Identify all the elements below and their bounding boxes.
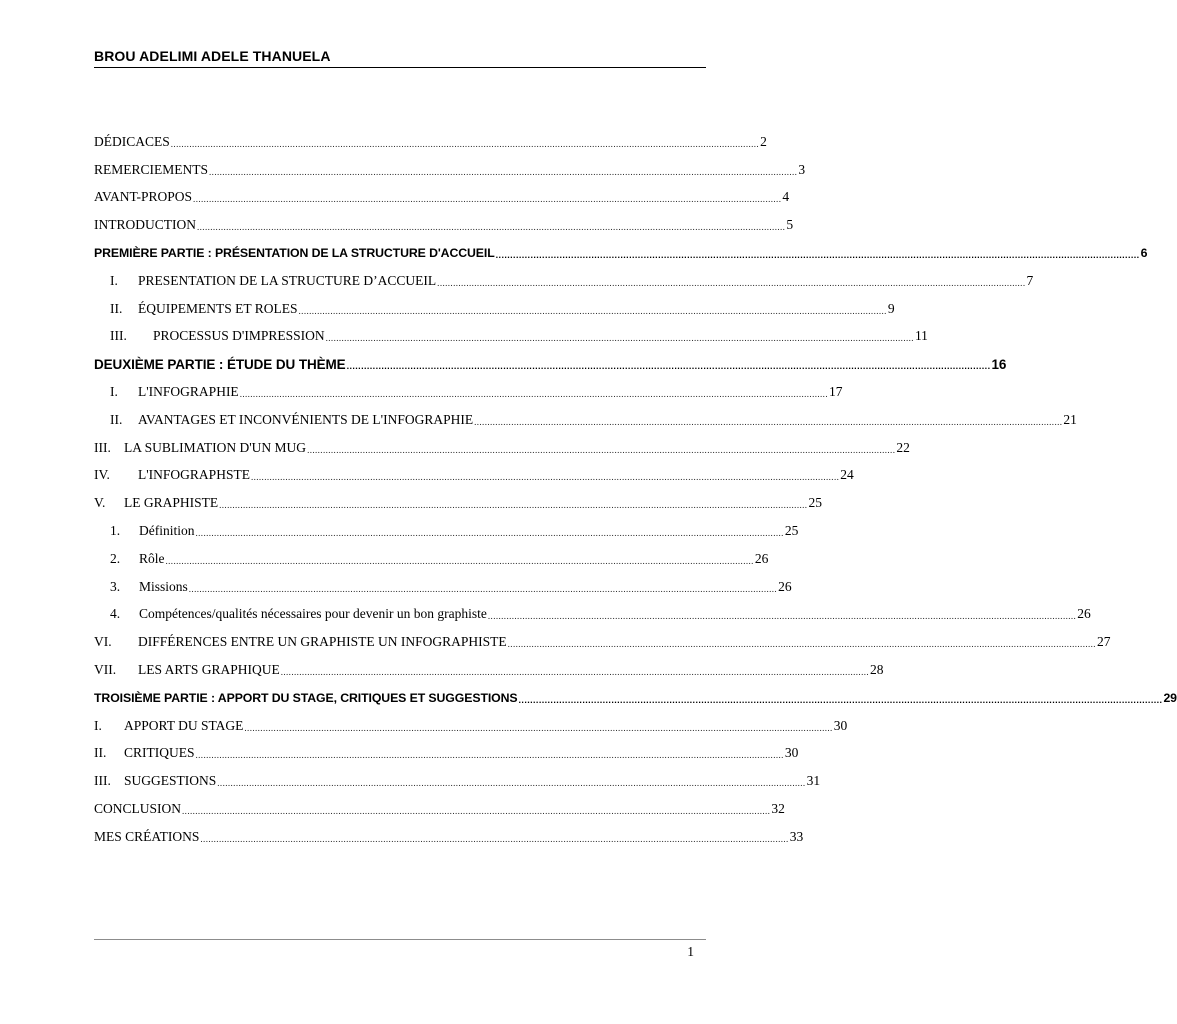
dot-leader: .............................................................................................................................................................................................................................. — [298, 305, 887, 316]
toc-entry-page: 29 — [1163, 690, 1177, 705]
dot-leader: .............................................................................................................................................................................................................................. — [170, 138, 760, 149]
toc-entry-page: 16 — [991, 356, 1007, 372]
toc-entry-number: I. — [110, 384, 118, 400]
toc-entry-number: III. — [94, 439, 111, 455]
toc-entry-label: CONCLUSION — [94, 801, 182, 817]
toc-entry-avantages-inconvenients[interactable] — [94, 406, 1077, 434]
toc-entry-page: 6 — [1140, 246, 1148, 261]
toc-entry-processus-impression[interactable] — [94, 323, 928, 351]
toc-entry-competences[interactable] — [94, 601, 1091, 629]
toc-entry-page: 9 — [887, 300, 895, 316]
dot-leader: .............................................................................................................................................................................................................................. — [193, 194, 782, 205]
toc-entry-differences[interactable] — [94, 628, 1111, 656]
toc-entry-page: 25 — [784, 523, 799, 539]
dot-leader: .............................................................................................................................................................................................................................. — [346, 361, 991, 372]
toc-entry-page: 2 — [760, 133, 767, 149]
toc-entry-troisieme-partie[interactable] — [94, 684, 1177, 712]
toc-entry-page: 31 — [806, 773, 821, 789]
dot-leader: .............................................................................................................................................................................................................................. — [437, 277, 1026, 288]
toc-entry-label: Compétences/qualités nécessaires pour devenir un bon graphiste — [139, 606, 487, 622]
dot-leader: .............................................................................................................................................................................................................................. — [195, 527, 784, 538]
toc-entry-label: PRESENTATION DE LA STRUCTURE D’ACCUEIL — [138, 272, 437, 288]
toc-entry-number: I. — [94, 717, 102, 733]
toc-entry-page: 32 — [771, 801, 785, 817]
toc-entry-mes-creations[interactable] — [94, 823, 804, 851]
toc-entry-label: ÉQUIPEMENTS ET ROLES — [138, 300, 298, 316]
toc-entry-page: 22 — [896, 439, 910, 455]
dot-leader: .............................................................................................................................................................................................................................. — [474, 416, 1063, 427]
toc-entry-label: CRITIQUES — [124, 745, 195, 761]
toc-entry-number: II. — [94, 745, 107, 761]
toc-entry-label: PROCESSUS D'IMPRESSION — [153, 328, 325, 344]
toc-entry-label: APPORT DU STAGE — [124, 717, 244, 733]
toc-entry-number: 2. — [110, 550, 121, 566]
toc-entry-page: 3 — [798, 161, 806, 177]
toc-entry-label: Missions — [139, 578, 188, 594]
toc-entry-number: 3. — [110, 578, 121, 594]
toc-entry-presentation-structure[interactable] — [94, 267, 1034, 295]
toc-entry-page: 11 — [914, 328, 928, 344]
dot-leader: .............................................................................................................................................................................................................................. — [507, 639, 1096, 650]
toc-entry-number: IV. — [94, 467, 110, 483]
toc-entry-page: 33 — [789, 828, 804, 844]
toc-entry-avant-propos[interactable] — [94, 184, 790, 212]
toc-entry-number: 4. — [110, 606, 121, 622]
toc-entry-label: AVANT-PROPOS — [94, 189, 193, 205]
dot-leader: .............................................................................................................................................................................................................................. — [219, 500, 808, 511]
toc-entry-definition[interactable] — [94, 517, 799, 545]
toc-entry-number: III. — [110, 328, 127, 344]
dot-leader: .............................................................................................................................................................................................................................. — [182, 805, 771, 816]
toc-entry-premiere-partie[interactable] — [94, 239, 1148, 267]
toc-entry-page: 26 — [1077, 606, 1091, 622]
dot-leader: .............................................................................................................................................................................................................................. — [209, 166, 798, 177]
dot-leader: .............................................................................................................................................................................................................................. — [165, 555, 754, 566]
toc-entry-label: AVANTAGES ET INCONVÉNIENTS DE L'INFOGRAPHIE — [138, 411, 474, 427]
toc-entry-label: DÉDICACES — [94, 133, 170, 149]
toc-entry-label: Rôle — [139, 550, 165, 566]
toc-entry-page: 28 — [870, 662, 884, 678]
toc-entry-number: VI. — [94, 634, 112, 650]
toc-entry-page: 7 — [1026, 272, 1034, 288]
toc-entry-page: 26 — [754, 550, 769, 566]
table-of-contents — [94, 128, 1177, 851]
toc-entry-page: 21 — [1063, 411, 1077, 427]
page-number: 1 — [687, 944, 694, 959]
toc-entry-equipements-roles[interactable] — [94, 295, 895, 323]
toc-entry-role[interactable] — [94, 545, 769, 573]
toc-entry-page: 30 — [784, 745, 799, 761]
dot-leader: .............................................................................................................................................................................................................................. — [239, 388, 828, 399]
author-name: BROU ADELIMI ADELE THANUELA — [94, 48, 331, 64]
page-footer — [94, 939, 706, 959]
toc-entry-number: II. — [110, 411, 123, 427]
dot-leader: .............................................................................................................................................................................................................................. — [244, 722, 833, 733]
toc-entry-critiques[interactable] — [94, 740, 799, 768]
toc-entry-label: PREMIÈRE PARTIE : PRÉSENTATION DE LA STRUCTURE D'ACCUEIL — [94, 246, 495, 261]
toc-entry-dedicaces[interactable] — [94, 128, 767, 156]
toc-entry-label: LE GRAPHISTE — [124, 495, 219, 511]
dot-leader: .............................................................................................................................................................................................................................. — [200, 833, 789, 844]
toc-entry-introduction[interactable] — [94, 211, 794, 239]
toc-entry-infographste[interactable] — [94, 462, 854, 490]
toc-entry-label: DEUXIÈME PARTIE : ÉTUDE DU THÈME — [94, 356, 346, 372]
dot-leader: .............................................................................................................................................................................................................................. — [325, 333, 914, 344]
toc-entry-label: LES ARTS GRAPHIQUE — [138, 662, 280, 678]
toc-entry-page: 5 — [786, 217, 794, 233]
dot-leader: .............................................................................................................................................................................................................................. — [195, 750, 784, 761]
toc-entry-sublimation-mug[interactable] — [94, 434, 910, 462]
toc-entry-number: 1. — [110, 523, 121, 539]
toc-entry-number: III. — [94, 773, 111, 789]
toc-entry-label: LA SUBLIMATION D'UN MUG — [124, 439, 307, 455]
toc-entry-page: 26 — [778, 578, 792, 594]
toc-entry-number: II. — [110, 300, 123, 316]
toc-entry-number: I. — [110, 272, 118, 288]
dot-leader: .............................................................................................................................................................................................................................. — [518, 694, 1163, 705]
toc-entry-page: 27 — [1096, 634, 1111, 650]
page-header — [94, 48, 706, 68]
toc-entry-label: TROISIÈME PARTIE : APPORT DU STAGE, CRITIQUES ET SUGGESTIONS — [94, 690, 518, 705]
toc-entry-label: L'INFOGRAPHSTE — [138, 467, 250, 483]
toc-entry-number: VII. — [94, 662, 117, 678]
dot-leader: .............................................................................................................................................................................................................................. — [217, 778, 806, 789]
toc-entry-label: REMERCIEMENTS — [94, 161, 209, 177]
toc-entry-label: DIFFÉRENCES ENTRE UN GRAPHISTE UN INFOGRAPHISTE — [138, 634, 507, 650]
toc-entry-deuxieme-partie[interactable] — [94, 350, 1007, 378]
toc-entry-remerciements[interactable] — [94, 156, 806, 184]
toc-entry-label: INTRODUCTION — [94, 217, 196, 233]
dot-leader: .............................................................................................................................................................................................................................. — [280, 666, 870, 677]
toc-entry-apport-stage[interactable] — [94, 712, 848, 740]
toc-entry-infographie[interactable] — [94, 378, 843, 406]
dot-leader: .............................................................................................................................................................................................................................. — [197, 222, 786, 233]
toc-entry-page: 25 — [808, 495, 822, 511]
toc-entry-label: L'INFOGRAPHIE — [138, 384, 239, 400]
toc-entry-page: 4 — [782, 189, 790, 205]
toc-entry-label: Définition — [139, 523, 195, 539]
toc-entry-label: SUGGESTIONS — [124, 773, 217, 789]
dot-leader: .............................................................................................................................................................................................................................. — [487, 611, 1077, 622]
toc-entry-page: 30 — [833, 717, 848, 733]
dot-leader: .............................................................................................................................................................................................................................. — [307, 444, 896, 455]
toc-entry-graphiste[interactable] — [94, 489, 822, 517]
toc-entry-suggestions[interactable] — [94, 767, 821, 795]
toc-entry-number: V. — [94, 495, 106, 511]
toc-entry-arts-graphique[interactable] — [94, 656, 884, 684]
toc-entry-page: 17 — [829, 384, 843, 400]
dot-leader: .............................................................................................................................................................................................................................. — [250, 472, 840, 483]
toc-entry-missions[interactable] — [94, 573, 792, 601]
dot-leader: .............................................................................................................................................................................................................................. — [495, 249, 1140, 260]
dot-leader: .............................................................................................................................................................................................................................. — [188, 583, 778, 594]
toc-entry-page: 24 — [840, 467, 854, 483]
toc-entry-conclusion[interactable] — [94, 795, 785, 823]
toc-entry-label: MES CRÉATIONS — [94, 828, 200, 844]
